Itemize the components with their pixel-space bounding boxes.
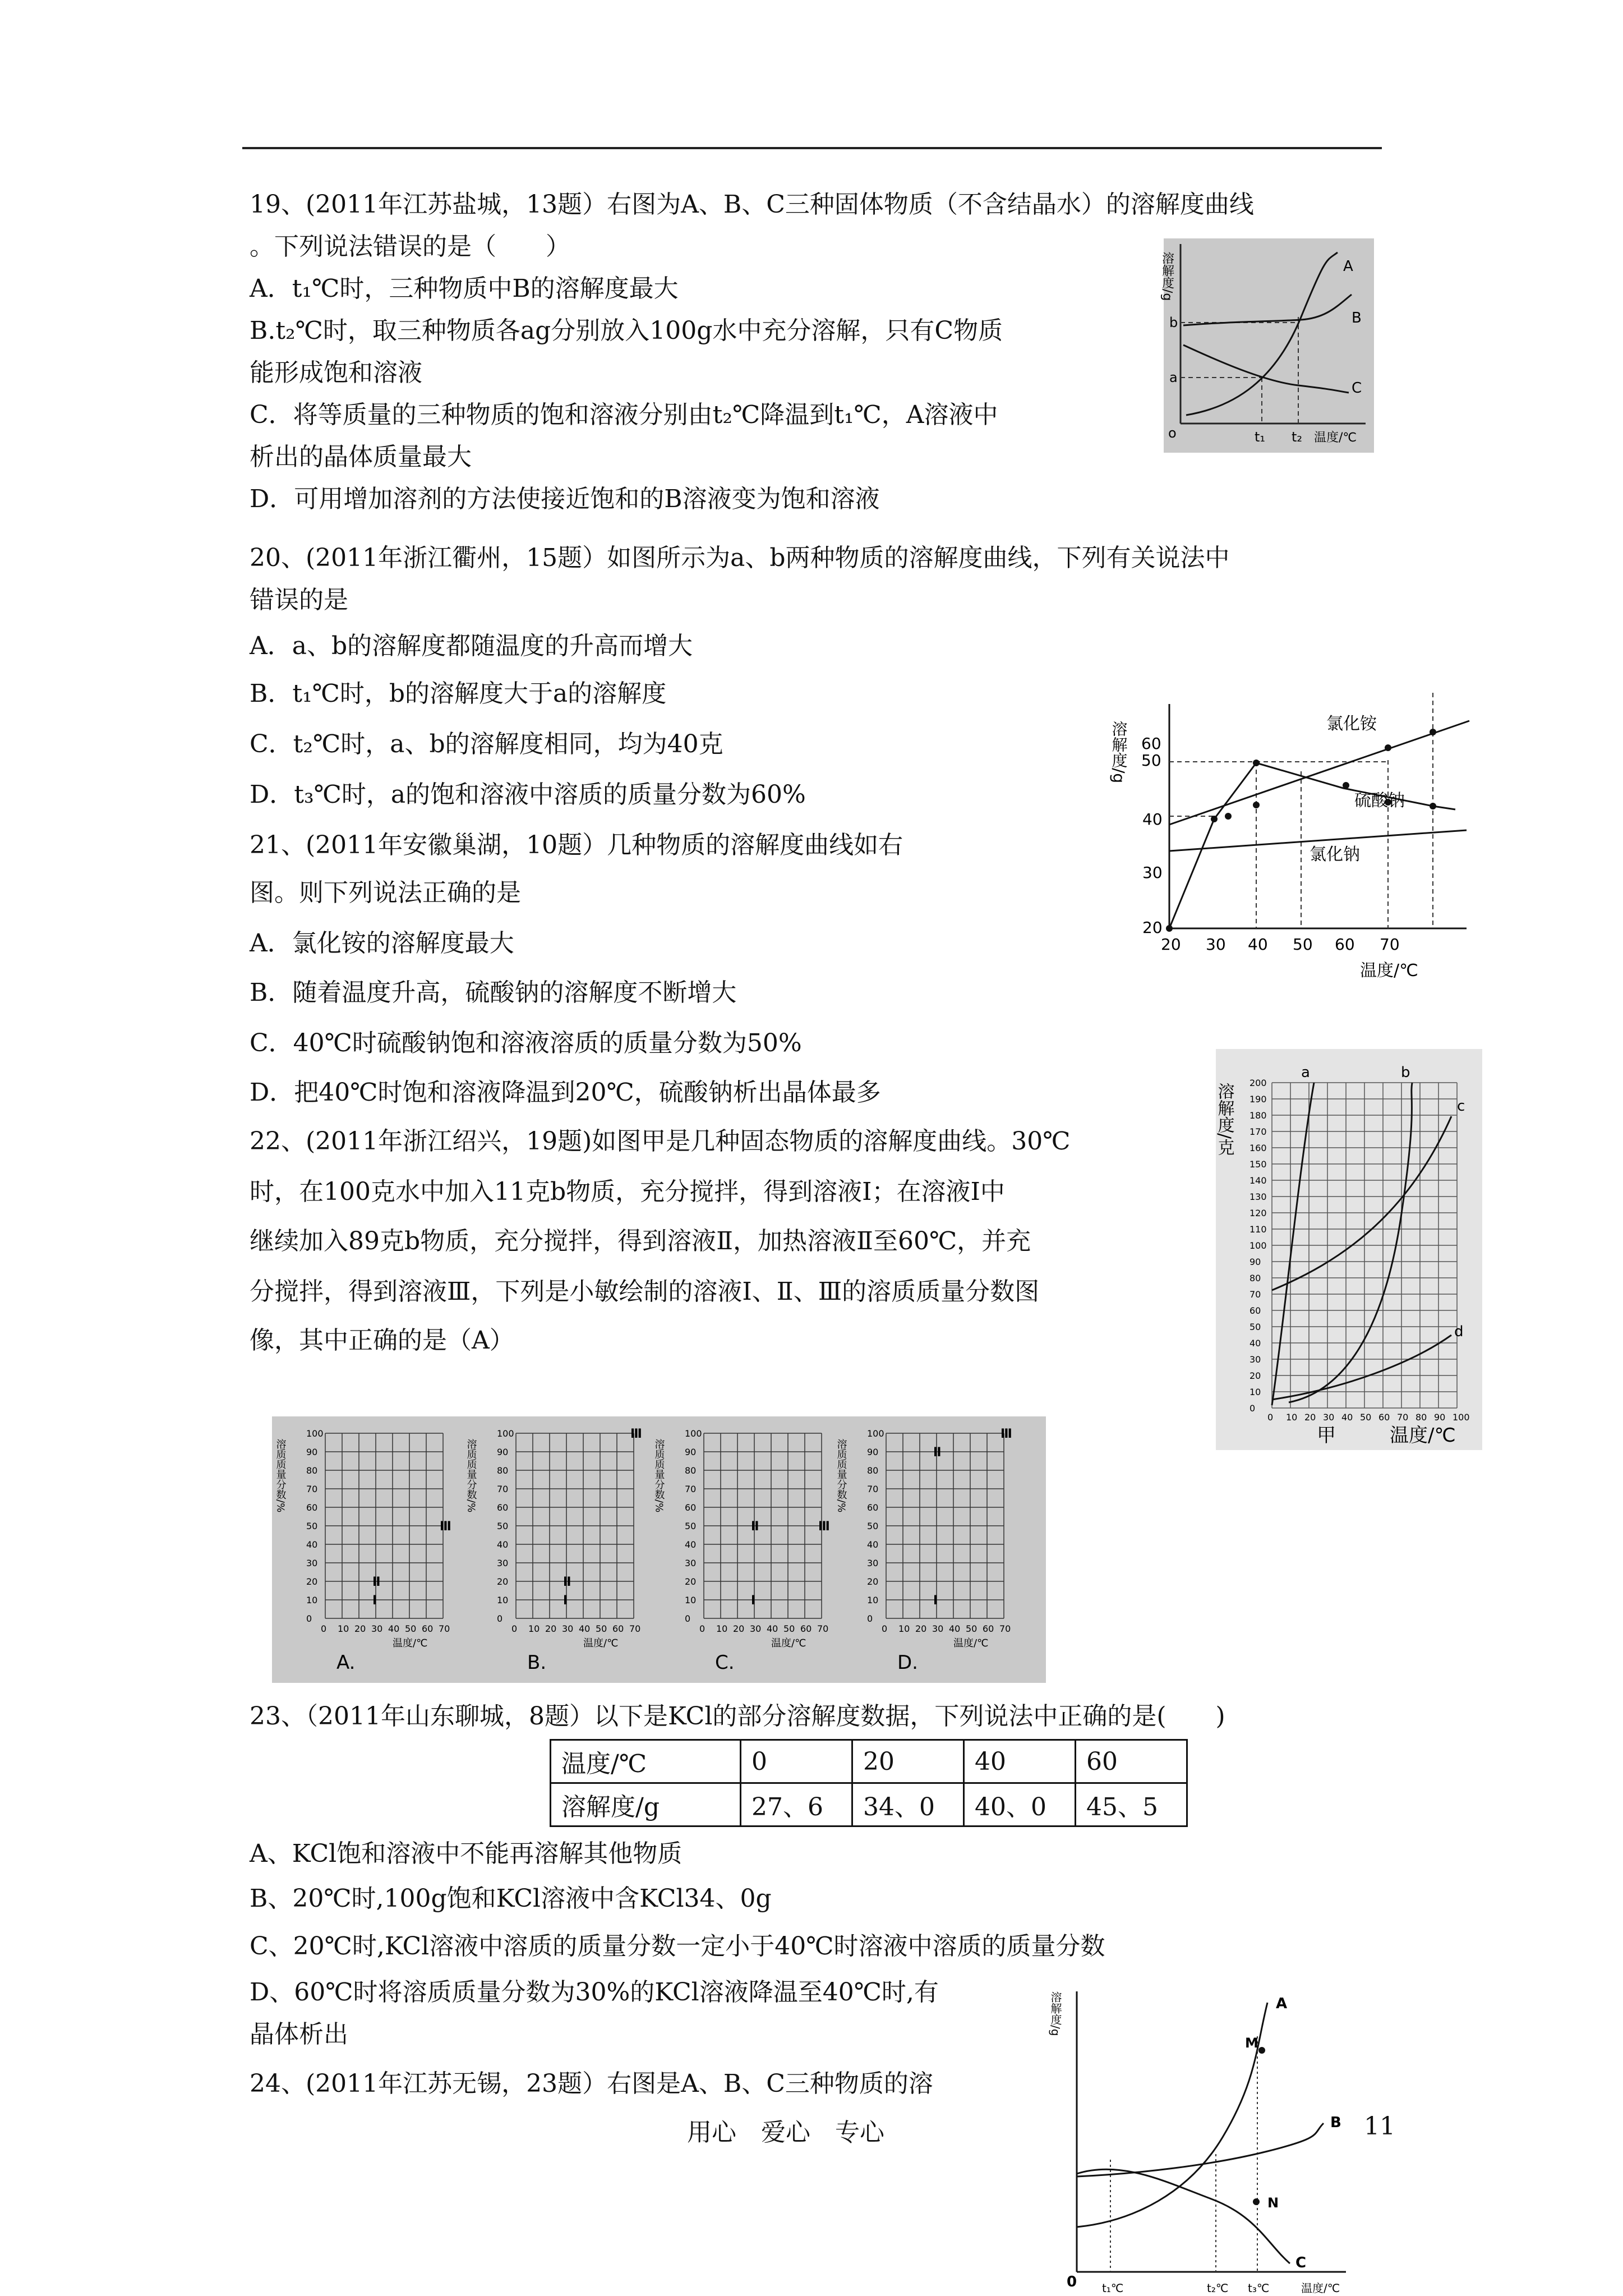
q22-option-ytick: 80 [497,1465,509,1476]
q20-option-b: B．t₁℃时，b的溶解度大于a的溶解度 [250,679,667,708]
q19-option-d: D．可用增加溶剂的方法使接近饱和的B溶液变为饱和溶液 [250,485,880,513]
q22-jia-xtick: 10 [1286,1412,1298,1423]
q21-curve-nh4cl [1169,721,1469,825]
q22-option-xtick: 40 [388,1623,400,1634]
q20-stem: 20、(2011年浙江衢州，15题）如图所示为a、b两种物质的溶解度曲线，下列有关说法中 [250,544,1230,572]
q24-label-c: C [1295,2254,1307,2271]
q19-option-c-cont: 析出的晶体质量最大 [250,443,472,471]
page-number: 11 [1364,2112,1395,2141]
q22-option-ytick: 100 [685,1428,702,1439]
q23-option-d: D、60℃时将溶质质量分数为30%的KCl溶液降温至40℃时,有 [250,1978,939,2007]
q22-option-ytick: 30 [867,1558,879,1568]
q22-option-ytick: 90 [685,1447,697,1457]
q21-ytick-50: 50 [1141,751,1161,770]
q19-option-b-cont: 能形成饱和溶液 [250,358,422,387]
q24-fig-t3: t₃℃ [1248,2281,1270,2295]
table-cell: 温度/℃ [551,1740,741,1783]
q22-option-ylabel: 溶质质量分数/% [653,1439,665,1513]
q19-fig-o: o [1168,425,1177,441]
q22-jia-ytick: 150 [1249,1159,1267,1170]
q22-jia-label-b: b [1401,1064,1410,1081]
q22-option-mark: Ⅰ [933,1594,938,1608]
q22-option-ytick: 100 [306,1428,324,1439]
q22-jia-label-c: c [1457,1098,1465,1115]
q22-option-ytick: 80 [306,1465,318,1476]
q21-option-d: D．把40℃时饱和溶液降温到20℃，硫酸钠析出晶体最多 [250,1078,881,1107]
q22-option-ytick: 40 [497,1539,509,1550]
q22-option-xtick: 10 [338,1623,349,1634]
q22-stem-3: 继续加入89克b物质，充分搅拌，得到溶液Ⅱ，加热溶液Ⅱ至60℃，并充 [250,1227,1031,1255]
q22-option-xtick: 50 [966,1623,978,1634]
q22-stem-1: 22、(2011年浙江绍兴，19题)如图甲是几种固态物质的溶解度曲线。30℃ [250,1127,1071,1156]
q19-fig-t1: t₁ [1255,429,1266,445]
q22-option-label: B. [527,1651,547,1674]
q22-option-ylabel: 溶质质量分数/% [465,1439,477,1513]
table-cell: 20 [852,1740,964,1783]
q22-option-xtick: 40 [579,1623,591,1634]
q22-jia-ytick: 120 [1249,1208,1267,1218]
q19-fig-xlabel: 温度/℃ [1314,431,1357,445]
q19-stem-2: 。下列说法错误的是（ ） [250,232,570,261]
q22-option-ytick: 90 [306,1447,318,1457]
q22-jia-grid [1249,1078,1470,1423]
q22-option-xtick: 30 [932,1623,944,1634]
q22-option-ytick: 30 [497,1558,509,1568]
q22-option-xtick: 10 [716,1623,728,1634]
q21-ytick-30: 30 [1142,863,1163,882]
q19-fig-label-a: A [1343,258,1353,275]
q22-option-xtick: 60 [612,1623,624,1634]
q22-option-xtick: 60 [983,1623,994,1634]
table-cell: 0 [741,1740,852,1783]
kcl-solubility-table [550,1739,1188,1827]
q21-figure [1109,682,1489,996]
q22-stem-4: 分搅拌，得到溶液Ⅲ，下列是小敏绘制的溶液Ⅰ、Ⅱ、Ⅲ的溶质质量分数图 [250,1277,1040,1306]
q22-jia-curve-c [1272,1116,1451,1290]
q22-stem-5: 像，其中正确的是（A） [250,1326,514,1355]
q22-jia-xtick: 40 [1341,1412,1353,1423]
q22-option-xtick: 0 [699,1623,706,1634]
q22-option-ytick: 10 [497,1595,509,1605]
q24-label-m: M [1245,2035,1258,2051]
q22-option-ytick: 60 [867,1502,879,1513]
q22-jia-label-d: d [1454,1323,1464,1340]
q22-jia-xtick: 70 [1397,1412,1409,1423]
q22-option-ytick: 40 [685,1539,697,1550]
q21-xtick-60: 60 [1335,935,1355,954]
q24-curve-a [1077,2003,1267,2227]
q19-option-c: C．将等质量的三种物质的饱和溶液分别由t₂℃降温到t₁℃，A溶液中 [250,401,998,429]
q22-option-ytick: 20 [867,1576,879,1587]
q22-option-mark: Ⅰ [563,1594,568,1608]
q22-option-xtick: 20 [733,1623,745,1634]
q22-option-ytick: 60 [497,1502,509,1513]
q22-option-mark: Ⅱ [563,1575,571,1589]
q22-option-xtick: 30 [371,1623,383,1634]
q22-option-ytick: 80 [685,1465,697,1476]
q22-option-label: A. [336,1651,356,1674]
q24-fig-origin: 0 [1067,2274,1077,2290]
q22-option-ytick: 100 [497,1428,514,1439]
q22-jia-ytick: 20 [1249,1370,1261,1381]
q22-option-ytick: 80 [867,1465,879,1476]
q22-option-ytick: 0 [306,1613,312,1624]
q22-option-xtick: 0 [321,1623,327,1634]
q20-option-a: A．a、b的溶解度都随温度的升高而增大 [250,632,693,660]
q22-option-ytick: 40 [306,1539,318,1550]
q22-option-mark: Ⅰ [751,1594,756,1608]
q21-xtick-70: 70 [1380,935,1400,954]
q21-option-b: B．随着温度升高，硫酸钠的溶解度不断增大 [250,978,737,1007]
q23-option-b: B、20℃时,100g饱和KCl溶液中含KCl34、0g [250,1884,772,1913]
q22-option-xtick: 70 [817,1623,829,1634]
q24-fig-ylabel: 溶解度/g [1049,1991,1062,2036]
q22-option-ytick: 40 [867,1539,879,1550]
q19-fig-b: b [1169,315,1178,330]
q22-option-xtick: 60 [800,1623,812,1634]
q22-jia-xtick: 30 [1323,1412,1335,1423]
q24-figure [1049,1980,1368,2296]
q22-option-xtick: 0 [511,1623,518,1634]
q24-stem: 24、(2011年江苏无锡，23题）右图是A、B、C三种物质的溶 [250,2069,933,2098]
q22-jia-xtick: 50 [1360,1412,1372,1423]
q22-option-ytick: 50 [497,1521,509,1531]
table-cell: 溶解度/g [551,1783,741,1826]
q22-jia-ytick: 200 [1249,1078,1267,1088]
table-row [551,1740,1187,1783]
q22-option-ytick: 30 [306,1558,318,1568]
q22-option-xtick: 30 [562,1623,574,1634]
q19-curve-a [1186,252,1338,415]
q21-ytick-20: 20 [1142,918,1163,937]
q21-xtick-40: 40 [1248,935,1268,954]
q22-option-xtick: 0 [882,1623,888,1634]
q22-option-ytick: 20 [685,1576,697,1587]
q22-jia-ytick: 80 [1249,1273,1261,1283]
q22-jia-title: 甲 [1317,1424,1336,1447]
q19-option-b: B.t₂℃时，取三种物质各ag分别放入100g水中充分溶解，只有C物质 [250,316,1003,345]
q20-option-d: D．t₃℃时，a的饱和溶液中溶质的质量分数为60% [250,780,806,809]
q21-label-nh4cl: 氯化铵 [1326,714,1377,734]
q21-option-c: C．40℃时硫酸钠饱和溶液溶质的质量分数为50% [250,1029,802,1057]
q22-stem-2: 时，在100克水中加入11克b物质，充分搅拌，得到溶液Ⅰ；在溶液Ⅰ中 [250,1177,1005,1206]
q21-fig-xlabel: 温度/℃ [1360,961,1418,981]
q19-fig-ylabel: 溶解度/g [1160,252,1174,301]
q22-jia-ytick: 180 [1249,1110,1267,1121]
q22-option-panel-d [836,1427,1012,1674]
q22-jia-ytick: 40 [1249,1338,1261,1349]
table-cell: 40、0 [964,1783,1076,1826]
q22-jia-ytick: 140 [1249,1175,1267,1186]
q22-option-mark: Ⅱ [372,1575,381,1589]
q22-option-xtick: 10 [528,1623,540,1634]
q22-jia-ytick: 160 [1249,1143,1267,1153]
q19-fig-t2: t₂ [1292,429,1303,445]
q22-option-xtick: 40 [767,1623,778,1634]
q22-option-panel-c [653,1428,830,1674]
q22-option-ytick: 0 [685,1613,691,1624]
q21-label-na2so4: 硫酸钠 [1354,791,1405,811]
q21-fig-ylabel: 溶解度/g [1109,721,1128,784]
q22-option-mark: Ⅰ [372,1594,377,1608]
q22-option-xlabel: 温度/℃ [393,1637,428,1649]
q22-option-ytick: 60 [685,1502,697,1513]
q22-option-ytick: 0 [497,1613,503,1624]
q22-option-ytick: 20 [306,1576,318,1587]
q22-jia-ylabel: 溶解度/克 [1214,1083,1234,1156]
footer-motto: 用心 爱心 专心 [687,2118,884,2147]
q22-option-xtick: 70 [999,1623,1011,1634]
table-cell: 45、5 [1076,1783,1187,1826]
q22-option-panel-a [275,1428,451,1674]
q22-jia-ytick: 90 [1249,1257,1261,1267]
table-cell: 40 [964,1740,1076,1783]
q22-option-xtick: 20 [915,1623,927,1634]
q22-option-ytick: 70 [306,1484,318,1494]
q22-jia-ytick: 60 [1249,1305,1261,1316]
q24-label-b: B [1330,2114,1341,2131]
q24-fig-t1: t₁℃ [1102,2281,1124,2295]
q22-jia-xtick: 60 [1378,1412,1390,1423]
q22-jia-ytick: 110 [1249,1224,1267,1235]
q24-label-a: A [1276,1995,1288,2012]
q22-jia-xtick: 90 [1434,1412,1446,1423]
q23-option-d-cont: 晶体析出 [250,2020,348,2049]
q22-option-ylabel: 溶质质量分数/% [835,1439,847,1513]
q22-jia-xtick: 0 [1267,1412,1274,1423]
q22-jia-label-a: a [1301,1064,1310,1081]
q21-xticks [1161,935,1400,954]
table-cell: 27、6 [741,1783,852,1826]
q22-option-panel-b [465,1427,642,1674]
q20-option-c: C．t₂℃时，a、b的溶解度相同，均为40克 [250,730,723,758]
q22-option-ylabel: 溶质质量分数/% [274,1439,287,1513]
q21-ytick-40: 40 [1142,810,1163,829]
q22-option-xlabel: 温度/℃ [583,1637,619,1649]
q22-jia-ytick: 10 [1249,1387,1261,1397]
q22-option-ytick: 90 [867,1447,879,1457]
q22-option-xtick: 50 [405,1623,417,1634]
q21-xtick-20: 20 [1161,935,1181,954]
q21-ytick-60: 60 [1141,734,1161,753]
q22-option-xlabel: 温度/℃ [953,1637,989,1649]
q21-xtick-50: 50 [1293,935,1313,954]
q22-option-xtick: 10 [898,1623,910,1634]
q22-jia-xtick: 80 [1415,1412,1427,1423]
q21-yticks [1141,734,1163,937]
q22-jia-ytick: 70 [1249,1289,1261,1300]
q22-option-xtick: 30 [750,1623,762,1634]
q23-option-a: A、KCl饱和溶液中不能再溶解其他物质 [250,1839,683,1868]
q22-jia-ytick: 130 [1249,1191,1267,1202]
q22-option-panels [275,1427,1012,1674]
q19-curve-b [1183,295,1352,325]
q19-fig-label-b: B [1352,310,1362,326]
q19-stem: 19、(2011年江苏盐城，13题）右图为A、B、C三种固体物质（不含结晶水）的溶解度曲线 [250,190,1254,219]
q22-option-xtick: 50 [596,1623,607,1634]
q22-options-figure [272,1416,1046,1683]
q22-option-xlabel: 温度/℃ [771,1637,806,1649]
q22-option-label: D. [897,1651,918,1674]
q22-option-ytick: 10 [685,1595,697,1605]
q22-option-mark: Ⅱ [933,1446,942,1460]
q22-jia-ytick: 50 [1249,1322,1261,1332]
q23-option-c: C、20℃时,KCl溶液中溶质的质量分数一定小于40℃时溶液中溶质的质量分数 [250,1932,1105,1961]
q21-label-nacl: 氯化钠 [1310,845,1360,864]
q22-option-ytick: 90 [497,1447,509,1457]
q23-stem: 23、（2011年山东聊城，8题）以下是KCl的部分溶解度数据，下列说法中正确的是( ) [250,1702,1225,1731]
q22-jia-ytick: 190 [1249,1094,1267,1105]
q19-fig-a: a [1169,370,1178,385]
q22-option-label: C. [715,1651,735,1674]
q22-jia-ytick: 170 [1249,1126,1267,1137]
q22-option-xtick: 70 [629,1623,641,1634]
q20-stem-2: 错误的是 [250,586,348,614]
q22-jia-xtick: 100 [1453,1412,1470,1423]
q22-option-ytick: 70 [497,1484,509,1494]
q22-option-xtick: 50 [783,1623,795,1634]
q19-figure [1160,238,1374,453]
q22-jia-ytick: 30 [1249,1354,1261,1365]
table-cell: 34、0 [852,1783,964,1826]
q22-option-mark: Ⅲ [630,1427,642,1441]
q22-option-xtick: 60 [422,1623,434,1634]
q22-option-ytick: 50 [867,1521,879,1531]
q22-option-ytick: 60 [306,1502,318,1513]
q22-option-ytick: 50 [685,1521,697,1531]
q22-option-ytick: 20 [497,1576,509,1587]
q19-option-a: A．t₁℃时，三种物质中B的溶解度最大 [250,274,679,303]
table-cell: 60 [1076,1740,1187,1783]
q24-label-n: N [1267,2195,1279,2211]
q22-jia-xlabel: 温度/℃ [1390,1424,1456,1447]
q19-fig-label-c: C [1352,380,1362,397]
table-row [551,1783,1187,1826]
q22-option-xtick: 70 [439,1623,450,1634]
q22-option-ytick: 0 [867,1613,873,1624]
q22-option-mark: Ⅱ [751,1520,759,1534]
q22-jia-ytick: 0 [1249,1403,1256,1414]
q22-option-xtick: 20 [545,1623,557,1634]
q24-fig-xlabel: 温度/℃ [1301,2281,1340,2295]
q22-option-ytick: 10 [306,1595,318,1605]
q22-option-ytick: 70 [685,1484,697,1494]
q22-option-xtick: 40 [949,1623,961,1634]
q22-option-ytick: 10 [867,1595,879,1605]
q22-option-xtick: 20 [354,1623,366,1634]
q22-option-ytick: 70 [867,1484,879,1494]
q21-stem: 21、(2011年安徽巢湖，10题）几种物质的溶解度曲线如右 [250,831,903,859]
q22-figure-jia [1216,1049,1482,1450]
q21-stem-2: 图。则下列说法正确的是 [250,878,521,907]
q19-curve-c [1183,345,1349,393]
q22-option-mark: Ⅲ [818,1520,830,1534]
q22-option-ytick: 30 [685,1558,697,1568]
q22-option-ytick: 100 [867,1428,884,1439]
q22-option-ytick: 50 [306,1521,318,1531]
header-rule [242,147,1382,149]
q22-option-mark: Ⅲ [1000,1427,1012,1441]
q22-jia-xtick: 20 [1304,1412,1316,1423]
q22-jia-ytick: 100 [1249,1240,1267,1251]
q22-option-mark: Ⅲ [440,1520,451,1534]
q24-fig-t2: t₂℃ [1207,2281,1229,2295]
q21-option-a: A．氯化铵的溶解度最大 [250,929,514,958]
q21-xtick-30: 30 [1206,935,1226,954]
